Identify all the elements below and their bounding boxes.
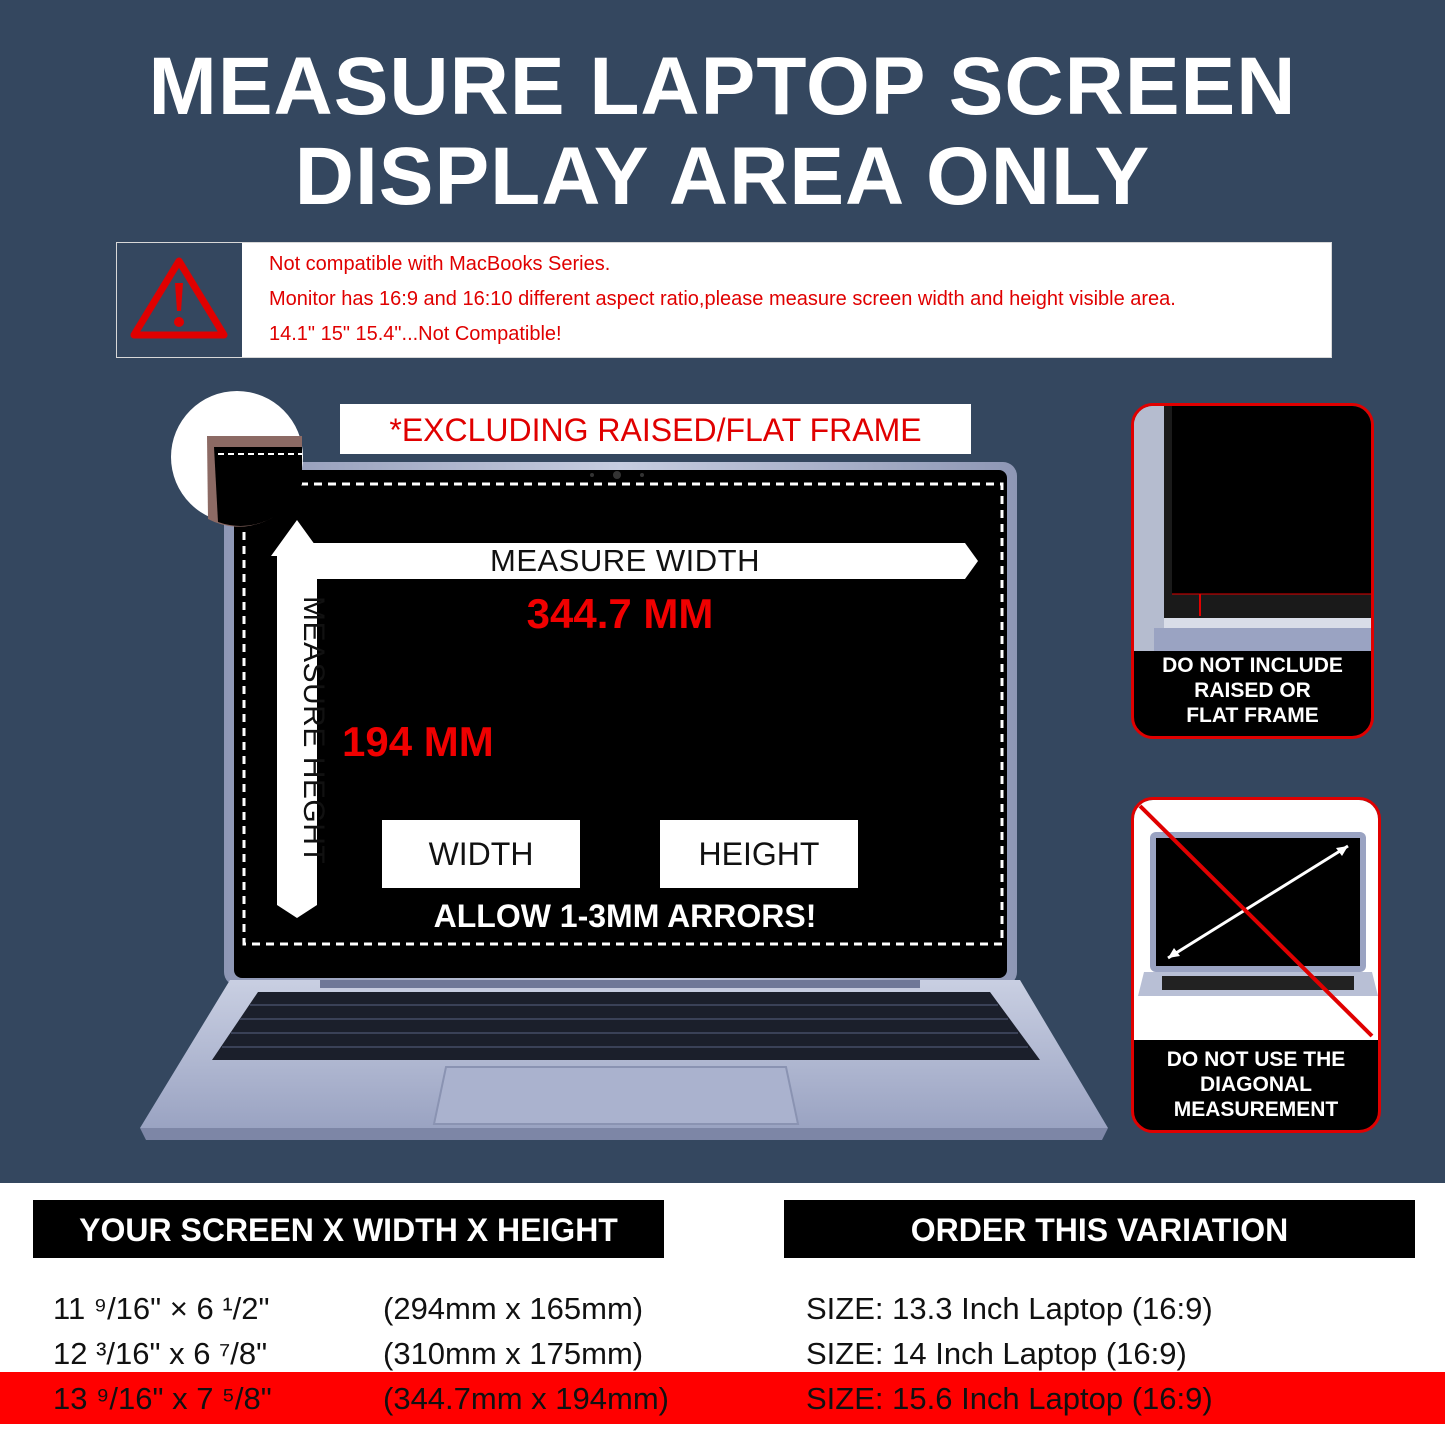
table-header-variation: ORDER THIS VARIATION [784, 1200, 1415, 1258]
row-1-variation: SIZE: 13.3 Inch Laptop (16:9) [806, 1291, 1213, 1326]
row-1-mm: (294mm x 165mm) [383, 1291, 644, 1326]
page-title-line-2: DISPLAY AREA ONLY [294, 131, 1151, 222]
measure-width-label: MEASURE WIDTH [490, 543, 760, 578]
measure-height-label: MEASURE HEGHT [297, 596, 330, 865]
row-2-mm: (310mm x 175mm) [383, 1336, 644, 1371]
row-3-mm: (344.7mm x 194mm) [383, 1381, 669, 1416]
warning-line-3: 14.1" 15" 15.4"...Not Compatible! [269, 323, 562, 345]
table-header-screen-size: YOUR SCREEN X WIDTH X HEIGHT [33, 1200, 664, 1258]
frame-label: *EXCLUDING RAISED/FLAT FRAME [340, 404, 971, 454]
card-2-line-1: DO NOT USE THE [1166, 1048, 1346, 1071]
no-frame-text [1134, 653, 1371, 728]
height-button: HEIGHT [660, 820, 858, 888]
card-1-line-2: RAISED OR [1194, 679, 1311, 702]
card-1-line-1: DO NOT INCLUDE [1162, 654, 1343, 677]
warning-line-1: Not compatible with MacBooks Series. [269, 253, 611, 275]
no-diagonal-card [1131, 797, 1381, 1133]
row-3-inches: 13 ⁹/16" x 7 ⁵/8" [53, 1381, 272, 1416]
row-1-inches: 11 ⁹/16" × 6 ¹/2" [53, 1291, 270, 1326]
row-2-inches: 12 ³/16" x 6 ⁷/8" [53, 1336, 268, 1371]
page-title-line-1: MEASURE LAPTOP SCREEN [148, 41, 1297, 132]
frame-detail-image [1134, 406, 1371, 651]
warning-line-2: Monitor has 16:9 and 16:10 different aspect ratio,please measure screen width and height visible area. [269, 288, 1176, 310]
height-value: 194 MM [342, 718, 494, 765]
row-3-variation: SIZE: 15.6 Inch Laptop (16:9) [806, 1381, 1213, 1416]
row-2-variation: SIZE: 14 Inch Laptop (16:9) [806, 1336, 1187, 1371]
allow-error-note: ALLOW 1-3MM ARRORS! [433, 898, 817, 934]
diagonal-detail-image [1134, 800, 1378, 1040]
no-diagonal-text [1134, 1047, 1378, 1122]
width-value: 344.7 MM [526, 590, 714, 637]
width-button: WIDTH [382, 820, 580, 888]
card-1-line-3: FLAT FRAME [1186, 704, 1319, 727]
no-frame-card [1131, 403, 1374, 739]
card-2-line-3: MEASUREMENT [1173, 1098, 1339, 1121]
card-2-line-2: DIAGONAL [1200, 1073, 1312, 1096]
